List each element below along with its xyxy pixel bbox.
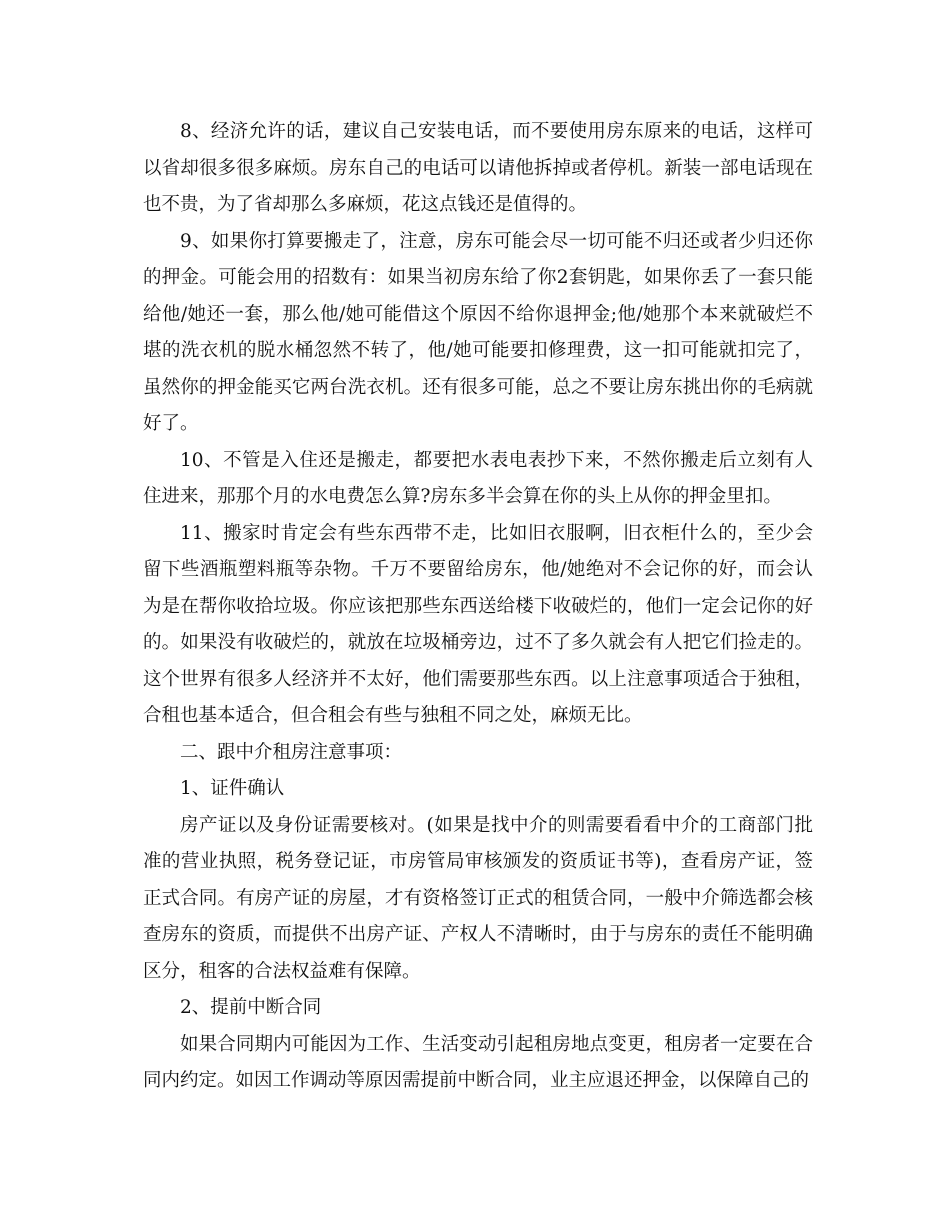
paragraph-item-9: 9、如果你打算要搬走了，注意，房东可能会尽一切可能不归还或者少归还你的押金。可能会用的招数有：如果当初房东给了你2套钥匙，如果你丢了一套只能给他/她还一套，那么他/她可能借这个原因不给你退押金;他/她那个本来就破烂不堪的洗衣机的脱水桶忽然不转了，他/她可能要扣修理费，这一扣可能就扣完了，虽然你的押金能买它两台洗衣机。还有很多可能，总之不要让房东挑出你的毛病就好了。 (143, 230, 813, 434)
paragraph-item-8: 8、经济允许的话，建议自己安装电话，而不要使用房东原来的电话，这样可以省却很多很多麻烦。房东自己的电话可以请他拆掉或者停机。新装一部电话现在也不贵，为了省却那么多麻烦，花这点钱还是值得的。 (143, 121, 813, 215)
section-heading-agency-rental: 二、跟中介租房注意事项： (180, 741, 403, 763)
document-page (143, 114, 813, 1100)
subheading-early-termination: 2、提前中断合同 (180, 997, 322, 1018)
paragraph-certificate-check: 房产证以及身份证需要核对。(如果是找中介的则需要看看中介的工商部门批准的营业执照，税务登记证，市房管局审核颁发的资质证书等)，查看房产证，签正式合同。有房产证的房屋，才有资格签订正式的租赁合同，一般中介筛选都会核查房东的资质，而提供不出房产证、产权人不清晰时，由于与房东的责任不能明确区分，租客的合法权益难有保障。 (143, 814, 813, 982)
subheading-certificate-check: 1、证件确认 (180, 778, 285, 799)
paragraph-item-10: 10、不管是入住还是搬走，都要把水表电表抄下来，不然你搬走后立刻有人住进来，那那个月的水电费怎么算?房东多半会算在你的头上从你的押金里扣。 (143, 449, 813, 507)
paragraph-item-11: 11、搬家时肯定会有些东西带不走，比如旧衣服啊，旧衣柜什么的，至少会留下些酒瓶塑料瓶等杂物。千万不要留给房东，他/她绝对不会记你的好，而会认为是在帮你收拾垃圾。你应该把那些东西送给楼下收破烂的，他们一定会记你的好的。如果没有收破烂的，就放在垃圾桶旁边，过不了多久就会有人把它们捡走的。这个世界有很多人经济并不太好，他们需要那些东西。以上注意事项适合于独租，合租也基本适合，但合租会有些与独租不同之处，麻烦无比。 (143, 522, 813, 726)
paragraph-early-termination: 如果合同期内可能因为工作、生活变动引起租房地点变更，租房者一定要在合同内约定。如因工作调动等原因需提前中断合同，业主应退还押金，以保障自己的 (143, 1033, 813, 1091)
